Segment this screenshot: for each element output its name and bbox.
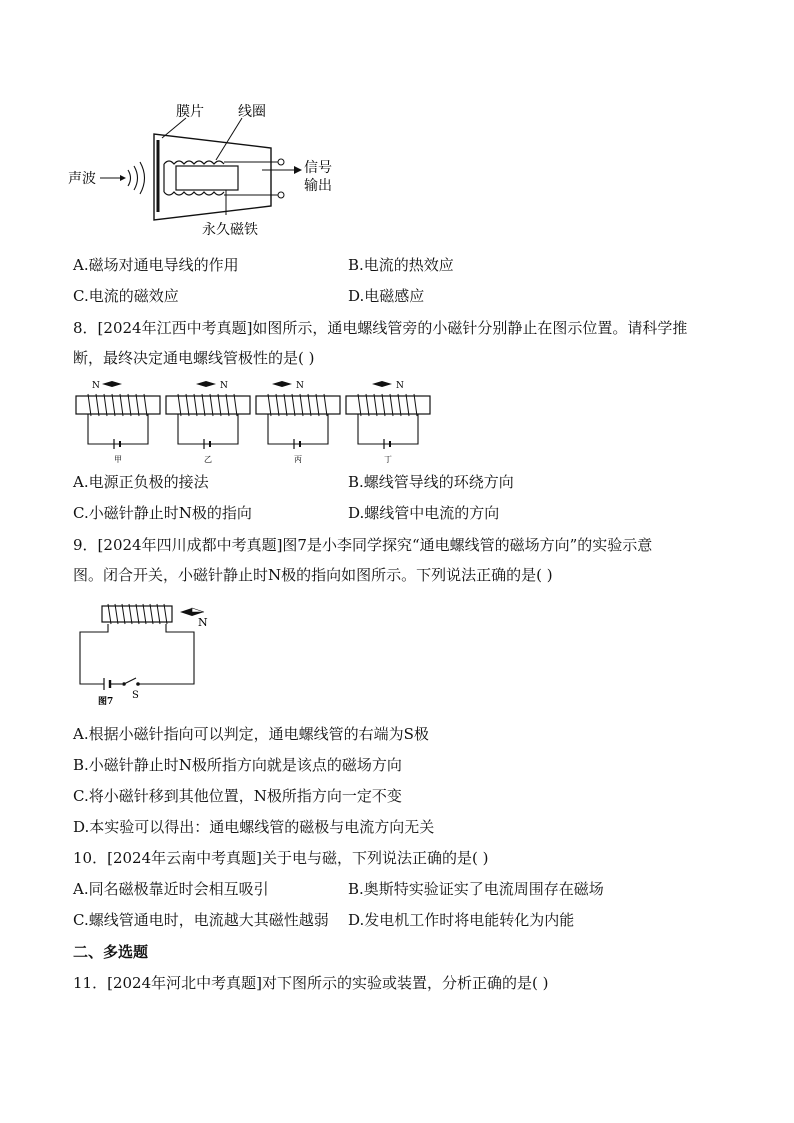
- svg-text:N: N: [396, 381, 404, 391]
- label-coil: 线圈: [238, 104, 266, 120]
- label-sound: 声波: [68, 171, 96, 187]
- q9-option-c: C.将小磁针移到其他位置，N极所指方向一定不变: [73, 787, 402, 805]
- q9-fig-caption: 图7: [98, 697, 114, 707]
- q7-option-d: D.电磁感应: [348, 287, 425, 305]
- q9-stem-line-1: 9．[2024年四川成都中考真题]图7是小李同学探究“通电螺线管的磁场方向”的实验示意: [73, 536, 653, 554]
- q8-fig-label-3: 丙: [294, 455, 302, 464]
- q8-option-d: D.螺线管中电流的方向: [348, 504, 500, 522]
- q8-solenoids-figure: [74, 376, 434, 468]
- q8-option-c: C.小磁针静止时N极的指向: [73, 504, 252, 522]
- label-magnet: 永久磁铁: [202, 222, 258, 238]
- q10-stem: 10．[2024年云南中考真题]关于电与磁，下列说法正确的是( ): [73, 849, 489, 867]
- microphone-figure: [66, 100, 346, 245]
- q11-stem: 11．[2024年河北中考真题]对下图所示的实验或装置，分析正确的是( ): [73, 974, 549, 992]
- q9-circuit-figure: [76, 598, 226, 710]
- q9-option-a: A.根据小磁针指向可以判定，通电螺线管的右端为S极: [73, 725, 429, 743]
- label-signal-2: 输出: [304, 178, 332, 194]
- q8-stem-line-1: 8．[2024年江西中考真题]如图所示，通电螺线管旁的小磁针分别静止在图示位置。请科学推: [73, 319, 688, 337]
- q8-fig-label-2: 乙: [204, 455, 212, 464]
- q8-stem-line-2: 断，最终决定通电螺线管极性的是( ): [73, 349, 315, 367]
- q7-option-a: A.磁场对通电导线的作用: [73, 256, 239, 274]
- svg-text:N: N: [92, 381, 100, 391]
- q9-switch-label: S: [132, 690, 139, 701]
- q8-option-b: B.螺线管导线的环绕方向: [348, 473, 514, 491]
- q9-needle-n: N: [198, 616, 208, 629]
- q10-option-c: C.螺线管通电时，电流越大其磁性越弱: [73, 911, 329, 929]
- q8-option-a: A.电源正负极的接法: [73, 473, 209, 491]
- q8-fig-label-1: 甲: [114, 455, 122, 464]
- section-title-multiple-choice: 二、多选题: [73, 943, 149, 961]
- q7-option-b: B.电流的热效应: [348, 256, 454, 274]
- q9-option-b: B.小磁针静止时N极所指方向就是该点的磁场方向: [73, 756, 402, 774]
- svg-text:N: N: [220, 381, 228, 391]
- svg-text:N: N: [296, 381, 304, 391]
- q9-stem-line-2: 图。闭合开关，小磁针静止时N极的指向如图所示。下列说法正确的是( ): [73, 566, 553, 584]
- q9-option-d: D.本实验可以得出：通电螺线管的磁极与电流方向无关: [73, 818, 435, 836]
- label-membrane: 膜片: [176, 104, 204, 120]
- label-signal-1: 信号: [304, 160, 332, 176]
- q10-option-b: B.奥斯特实验证实了电流周围存在磁场: [348, 880, 604, 898]
- q7-option-c: C.电流的磁效应: [73, 287, 179, 305]
- q10-option-d: D.发电机工作时将电能转化为内能: [348, 911, 575, 929]
- q8-fig-label-4: 丁: [384, 455, 392, 464]
- q10-option-a: A.同名磁极靠近时会相互吸引: [73, 880, 269, 898]
